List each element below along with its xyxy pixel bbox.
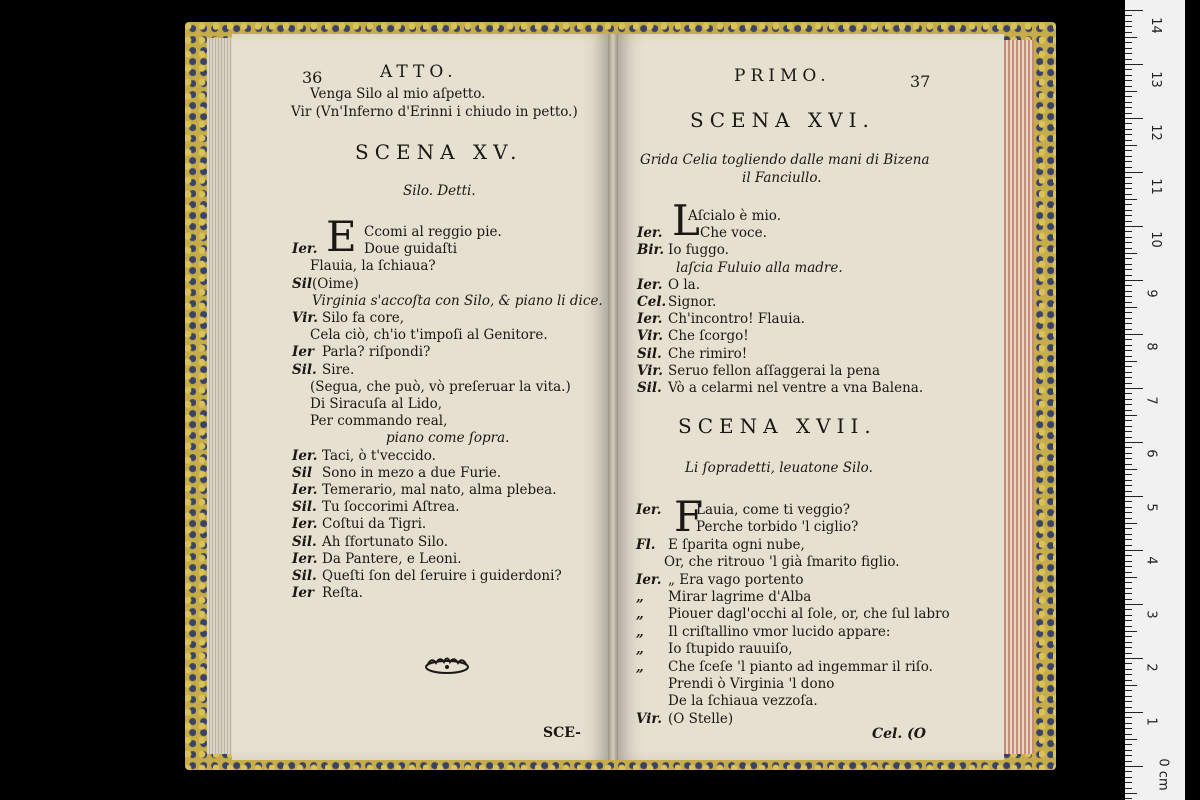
stage-direction: piano come ſopra. [386,430,510,447]
left-line-1: Venga Silo al mio aſpetto. [310,86,486,102]
ruler-tick [1125,269,1132,270]
ruler-tick [1125,161,1132,162]
ruler-tick [1125,280,1143,281]
dialogue-line: Ah ſfortunato Silo. [322,533,449,550]
dialogue-line: Aſcialo è mio. [688,208,781,224]
dialogue-line: (O Stelle) [668,710,734,727]
ruler-tick [1125,318,1132,319]
ruler-tick [1125,226,1143,227]
right-page-edges [1004,40,1034,754]
ruler-tick [1125,102,1132,103]
dialogue-line: Signor. [668,294,717,310]
dialogue-line: Prendi ò Virginia 'l dono [668,676,835,692]
ruler-tick [1125,464,1132,465]
ruler-tick [1125,701,1132,702]
ruler-tick [1125,653,1132,654]
dialogue-line: Parla? riſpondi? [322,344,431,361]
ruler-tick [1125,167,1132,168]
ruler-tick [1125,755,1132,756]
ruler-tick [1125,188,1132,189]
ruler-tick [1125,777,1132,778]
ruler-tick [1125,150,1132,151]
ruler-tick [1125,523,1137,524]
speaker-label: Ier. [292,516,318,533]
speaker-label: Sil. [292,568,317,584]
ruler-tick [1125,707,1132,708]
dialogue-line: Che ſcorgo! [668,328,749,345]
ruler-tick [1125,183,1132,184]
scene-xvi-title: SCENA XVI. [690,108,875,132]
ruler-tick [1125,415,1137,416]
dialogue-line: Ch'incontro! Flauia. [668,311,805,328]
ruler-tick [1125,717,1132,718]
dialogue-line: Silo fa core, [322,310,405,326]
stage-direction: Virginia s'accoſta con Silo, & piano li dice. [312,292,603,309]
ruler-tick [1125,437,1132,438]
dialogue-line: De la ſchiaua vezzoſa. [668,693,818,710]
ruler-tick [1125,383,1132,384]
dialogue-line: Queſti ſon del ſeruire i guiderdoni? [322,568,562,584]
left-page-edges [207,38,233,754]
speaker-label: Vir. [637,328,663,345]
dialogue-line: Piouer dagl'occhi al ſole, or, che ſul labro [668,606,950,623]
speaker-label: Fl. [636,536,656,553]
dialogue-line: Tu ſoccorimi Aſtrea. [322,499,460,516]
speaker-label: Ier. [292,482,318,498]
ruler-tick [1125,744,1132,745]
speaker-label: Ier. [636,571,662,588]
right-catchword: Cel. (O [872,726,926,742]
ruler-tick [1125,615,1132,616]
crown-ornament [424,654,470,674]
speaker-label: Ier. [637,225,663,242]
ruler-tick [1125,399,1132,400]
dialogue-line: E ſparita ogni nube, [668,536,805,553]
dialogue-line: Taci, ò t'veccido. [322,447,436,464]
ruler-tick [1125,80,1132,81]
dialogue-line: Mirar lagrime d'Alba [668,589,812,605]
ruler-tick [1125,345,1132,346]
ruler-tick [1125,739,1137,740]
speaker-label: Ier. [637,311,663,328]
ruler-tick [1125,545,1132,546]
scene-xv-persons: Silo. Detti. [403,183,476,199]
ruler-tick [1125,528,1132,529]
dialogue-line: Vò a celarmi nel ventre a vna Balena. [668,380,924,396]
ruler-tick [1125,410,1132,411]
ruler-tick [1125,550,1143,551]
ruler-tick [1125,26,1132,27]
dialogue-line: Perche torbido 'l ciglio? [696,519,859,536]
ruler-tick [1125,539,1132,540]
ruler-number: 3 [1143,609,1159,619]
ruler-tick [1125,339,1132,340]
left-catchword: SCE- [543,725,581,741]
speaker-label: Ier [292,585,315,602]
speaker-label: „ [636,658,644,675]
ruler-number: 14 [1147,17,1163,34]
ruler-tick [1125,231,1132,232]
dialogue-line: Io ſtupido rauuiſo, [668,641,793,658]
stage-direction: laſcia Fuluio alla madre. [676,259,843,276]
ruler-tick [1125,291,1132,292]
ruler-tick [1125,312,1132,313]
ruler-tick [1125,458,1132,459]
speaker-label: Ier [292,344,315,361]
ruler-tick [1125,771,1132,772]
dialogue-line: O la. [668,276,701,293]
ruler-tick [1125,329,1132,330]
ruler-tick [1125,782,1132,783]
ruler-tick [1125,140,1132,141]
ruler-number: 11 [1147,177,1163,195]
ruler-tick [1125,59,1132,60]
ruler-tick [1125,404,1132,405]
dialogue-line: Temerario, mal nato, alma plebea. [322,482,557,498]
ruler-tick [1125,620,1132,621]
ruler-tick [1125,42,1132,43]
ruler-tick [1125,474,1132,475]
ruler-tick [1125,485,1132,486]
ruler-tick [1125,561,1132,562]
ruler-number: 9 [1143,288,1159,298]
speaker-label: Sil. [292,533,317,550]
ruler-number: 4 [1143,556,1159,565]
dialogue-line: Ccomi al reggio pie. [364,224,502,240]
ruler-tick [1125,156,1132,157]
speaker-label: Sil. [637,380,662,396]
ruler-tick [1125,118,1143,119]
ruler-number: 5 [1143,502,1159,512]
ruler-tick [1125,96,1132,97]
ruler-tick [1125,734,1132,735]
ruler-number: 6 [1143,449,1159,458]
ruler-tick [1125,426,1132,427]
dialogue-line: Doue guidaſti [364,241,458,258]
drop-cap-l: L [672,196,700,245]
measuring-ruler [1125,0,1185,800]
ruler-tick [1125,221,1132,222]
ruler-number: 1 [1143,716,1159,726]
ruler-tick [1125,323,1132,324]
speaker-label: Ier. [637,276,663,293]
dialogue-line: Il criſtallino vmor lucido appare: [668,623,891,640]
ruler-tick [1125,37,1137,38]
dialogue-line: Che voce. [700,225,767,242]
right-page-number: 37 [910,72,931,91]
ruler-tick [1125,264,1132,265]
ruler-tick [1125,75,1132,76]
ruler-tick [1125,177,1132,178]
speaker-label: Ier. [292,447,318,464]
dialogue-line: Sire. [322,361,355,378]
ruler-tick [1125,285,1132,286]
speaker-label: Cel. [637,294,667,310]
ruler-tick [1125,248,1132,249]
ruler-tick [1125,636,1132,637]
ruler-tick [1125,593,1132,594]
dialogue-line: Che ſceſe 'l pianto ad ingemmar il riſo. [668,658,933,675]
ruler-tick [1125,631,1137,632]
right-running-head: PRIMO. [734,66,831,86]
speaker-label: Vir. [637,362,663,379]
scene-xvi-desc-2: il Fanciullo. [742,170,822,186]
ruler-tick [1125,798,1132,799]
ruler-tick [1125,534,1132,535]
dialogue-line: (Oime) [312,275,359,292]
speaker-label: Ier. [636,502,662,518]
ruler-tick [1125,696,1132,697]
ruler-tick [1125,604,1143,605]
ruler-number: 10 [1147,231,1163,248]
ruler-tick [1125,275,1132,276]
ruler-tick [1125,123,1132,124]
dialogue-line: (Segua, che può, vò preſeruar la vita.) [310,378,571,395]
ruler-tick [1125,566,1132,567]
dialogue-line: Flauia, la ſchiaua? [310,258,436,275]
ruler-tick [1125,172,1143,173]
ruler-tick [1125,91,1137,92]
ruler-tick [1125,555,1132,556]
ruler-tick [1125,350,1132,351]
speaker-label: Ier. [292,241,318,258]
scene-xvii-title: SCENA XVII. [678,414,877,438]
ruler-tick [1125,334,1143,335]
ruler-tick [1125,296,1132,297]
ruler-tick [1125,194,1132,195]
dialogue-line: Da Pantere, e Leoni. [322,550,462,567]
ruler-tick [1125,761,1132,762]
ruler-tick [1125,793,1137,794]
ruler-tick [1125,766,1143,767]
ruler-tick [1125,15,1132,16]
dialogue-line: Che rimiro! [668,345,748,362]
dialogue-line: „ Era vago portento [668,571,804,588]
ruler-tick [1125,582,1132,583]
ruler-tick [1125,242,1132,243]
speaker-label: Sil. [637,345,662,362]
ruler-tick [1125,447,1132,448]
ruler-tick [1125,588,1132,589]
ruler-tick [1125,518,1132,519]
speaker-label: Bir. [637,242,665,259]
ruler-tick [1125,356,1132,357]
ruler-tick [1125,647,1132,648]
ruler-tick [1125,253,1137,254]
scene-xv-title: SCENA XV. [355,140,523,164]
ruler-tick [1125,599,1132,600]
ruler-tick [1125,258,1132,259]
ruler-tick [1125,750,1132,751]
dialogue-line: Per commando real, [310,413,448,430]
ruler-tick [1125,372,1132,373]
ruler-tick [1125,491,1132,492]
ruler-tick [1125,501,1132,502]
speaker-label: Sil. [292,499,317,516]
ruler-tick [1125,507,1132,508]
ruler-tick [1125,453,1132,454]
speaker-label: Sil [292,464,313,481]
ruler-tick [1125,669,1132,670]
speaker-label: Ier. [292,550,318,567]
ruler-tick [1125,712,1143,713]
ruler-tick [1125,723,1132,724]
ruler-tick [1125,48,1132,49]
ruler-tick [1125,32,1132,33]
ruler-tick [1125,512,1132,513]
ruler-tick [1125,53,1132,54]
speaker-label: Vir. [292,310,318,326]
speaker-label: Vir. [636,710,662,727]
ruler-tick [1125,237,1132,238]
speaker-label: Sil. [292,361,317,378]
ruler-tick [1125,658,1143,659]
scene-xvi-desc-1: Grida Celia togliendo dalle mani di Bizena [640,152,930,168]
ruler-tick [1125,361,1137,362]
ruler-tick [1125,107,1132,108]
ruler-tick [1125,199,1137,200]
ruler-tick [1125,728,1132,729]
ruler-tick [1125,64,1143,65]
ruler-tick [1125,21,1132,22]
ruler-tick [1125,680,1132,681]
ruler-tick [1125,69,1132,70]
ruler-tick [1125,626,1132,627]
ruler-tick [1125,442,1143,443]
ruler-tick [1125,204,1132,205]
ruler-tick [1125,663,1132,664]
ruler-tick [1125,480,1132,481]
ruler-tick [1125,134,1132,135]
ruler-number: 7 [1143,395,1159,405]
ruler-tick [1125,496,1143,497]
ruler-tick [1125,10,1143,11]
ruler-tick [1125,690,1132,691]
ruler-number: 8 [1143,342,1159,351]
speaker-label: „ [636,606,644,623]
dialogue-line: Cela ciò, ch'io t'impoſi al Genitore. [310,327,548,344]
ruler-tick [1125,86,1132,87]
ruler-number: 0 cm [1155,758,1171,791]
ruler-number: 13 [1147,70,1163,88]
speaker-label: „ [636,589,644,605]
ruler-tick [1125,113,1132,114]
left-line-2: Vir (Vn'Inferno d'Erinni i chiudo in petto.) [291,104,578,120]
left-page-number: 36 [302,68,323,87]
ruler-tick [1125,377,1132,378]
dialogue-line: Lauia, come ti veggio? [696,502,851,518]
ruler-tick [1125,431,1132,432]
ruler-tick [1125,210,1132,211]
dialogue-line: Seruo fellon aſſaggerai la pena [668,362,881,379]
ruler-number: 12 [1147,124,1163,141]
speaker-label: Sil [292,275,313,292]
ruler-tick [1125,572,1132,573]
ruler-tick [1125,577,1137,578]
dialogue-line: Or, che ritrouo 'l già ſmarito figlio. [664,554,900,571]
ruler-tick [1125,788,1132,789]
ruler-tick [1125,685,1137,686]
ruler-tick [1125,307,1137,308]
dialogue-line: Coſtui da Tigri. [322,516,427,533]
speaker-label: „ [636,641,644,658]
ruler-number: 2 [1143,663,1159,672]
speaker-label: „ [636,623,644,640]
drop-cap-e: E [326,212,357,261]
ruler-tick [1125,469,1137,470]
drop-cap-f: F [674,492,704,541]
scene-xvii-persons: Li ſopradetti, leuatone Silo. [685,460,873,476]
ruler-tick [1125,388,1143,389]
book-gutter [608,34,618,760]
dialogue-line: Sono in mezo a due Furie. [322,464,502,481]
ruler-tick [1125,609,1132,610]
ruler-tick [1125,674,1132,675]
ruler-tick [1125,366,1132,367]
ruler-tick [1125,129,1132,130]
ruler-tick [1125,302,1132,303]
ruler-tick [1125,145,1137,146]
dialogue-line: Di Siracuſa al Lido, [310,396,443,412]
ruler-tick [1125,420,1132,421]
dialogue-line: Io fuggo. [668,242,729,259]
ruler-tick [1125,393,1132,394]
left-running-head: ATTO. [380,62,458,82]
ruler-tick [1125,215,1132,216]
ruler-tick [1125,642,1132,643]
dialogue-line: Reſta. [322,585,363,602]
